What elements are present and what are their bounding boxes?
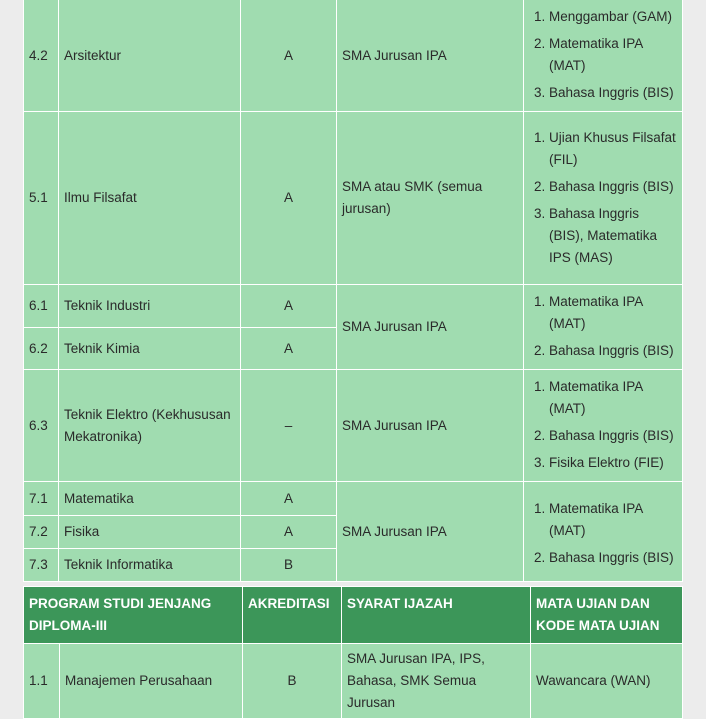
exam-item: 2. Bahasa Inggris (BIS) [549, 174, 677, 201]
exam-item: 3. Bahasa Inggris (BIS) [549, 80, 677, 107]
table-row [24, 112, 683, 285]
program-name: Matematika [59, 482, 241, 516]
exam-subjects: Wawancara (WAN) [531, 644, 683, 719]
program-number: 7.2 [24, 516, 59, 549]
accreditation: – [241, 370, 337, 482]
exam-subjects [524, 482, 683, 582]
accreditation: A [241, 285, 337, 328]
exam-item: 2. Bahasa Inggris (BIS) [549, 545, 677, 572]
program-name: Fisika [59, 516, 241, 549]
accreditation: A [241, 0, 337, 112]
program-table-d3 [23, 586, 682, 719]
header-program: PROGRAM STUDI JENJANG DIPLOMA-III [24, 587, 243, 644]
accreditation: A [241, 328, 337, 370]
header-accreditation: AKREDITASI [243, 587, 342, 644]
program-name: Teknik Informatika [59, 549, 241, 582]
program-table-s1 [23, 0, 682, 582]
program-number: 1.1 [24, 644, 60, 719]
exam-item: 1. Matematika IPA (MAT) [549, 374, 677, 423]
exam-item: 1. Matematika IPA (MAT) [549, 496, 677, 545]
program-name: Arsitektur [59, 0, 241, 112]
exam-item: 2. Bahasa Inggris (BIS) [549, 338, 677, 365]
program-name: Teknik Industri [59, 285, 241, 328]
exam-item: 2. Matematika IPA (MAT) [549, 31, 677, 80]
program-number: 7.3 [24, 549, 59, 582]
table-row [24, 482, 683, 516]
exam-subjects [524, 0, 683, 112]
program-number: 7.1 [24, 482, 59, 516]
header-diploma-requirement: SYARAT IJAZAH [342, 587, 531, 644]
program-name: Teknik Elektro (Kekhususan Mekatronika) [59, 370, 241, 482]
accreditation: A [241, 482, 337, 516]
program-number: 5.1 [24, 112, 59, 285]
exam-item: 3. Bahasa Inggris (BIS), Matematika IPS (MAS) [549, 201, 677, 272]
table-header-row [24, 587, 683, 644]
accreditation: B [241, 549, 337, 582]
accreditation: A [241, 516, 337, 549]
exam-subjects [524, 285, 683, 370]
program-number: 6.3 [24, 370, 59, 482]
table-row [24, 0, 683, 112]
table-row [24, 370, 683, 482]
exam-item: 1. Matematika IPA (MAT) [549, 289, 677, 338]
program-name: Ilmu Filsafat [59, 112, 241, 285]
program-number: 6.1 [24, 285, 59, 328]
program-name: Manajemen Perusahaan [60, 644, 243, 719]
exam-item: 2. Bahasa Inggris (BIS) [549, 423, 677, 450]
diploma-requirement: SMA Jurusan IPA [337, 370, 524, 482]
diploma-requirement: SMA Jurusan IPA, IPS, Bahasa, SMK Semua Jurusan [342, 644, 531, 719]
exam-subjects [524, 112, 683, 285]
table-row [24, 644, 683, 719]
diploma-requirement: SMA atau SMK (semua jurusan) [337, 112, 524, 285]
program-name: Teknik Kimia [59, 328, 241, 370]
program-number: 6.2 [24, 328, 59, 370]
accreditation: B [243, 644, 342, 719]
diploma-requirement: SMA Jurusan IPA [337, 285, 524, 370]
diploma-requirement: SMA Jurusan IPA [337, 482, 524, 582]
exam-item: 3. Fisika Elektro (FIE) [549, 450, 677, 477]
program-number: 4.2 [24, 0, 59, 112]
exam-subjects [524, 370, 683, 482]
exam-item: 1. Menggambar (GAM) [549, 4, 677, 31]
header-exam-subjects: MATA UJIAN DAN KODE MATA UJIAN [531, 587, 683, 644]
accreditation: A [241, 112, 337, 285]
table-row [24, 285, 683, 328]
exam-item: 1. Ujian Khusus Filsafat (FIL) [549, 125, 677, 174]
diploma-requirement: SMA Jurusan IPA [337, 0, 524, 112]
